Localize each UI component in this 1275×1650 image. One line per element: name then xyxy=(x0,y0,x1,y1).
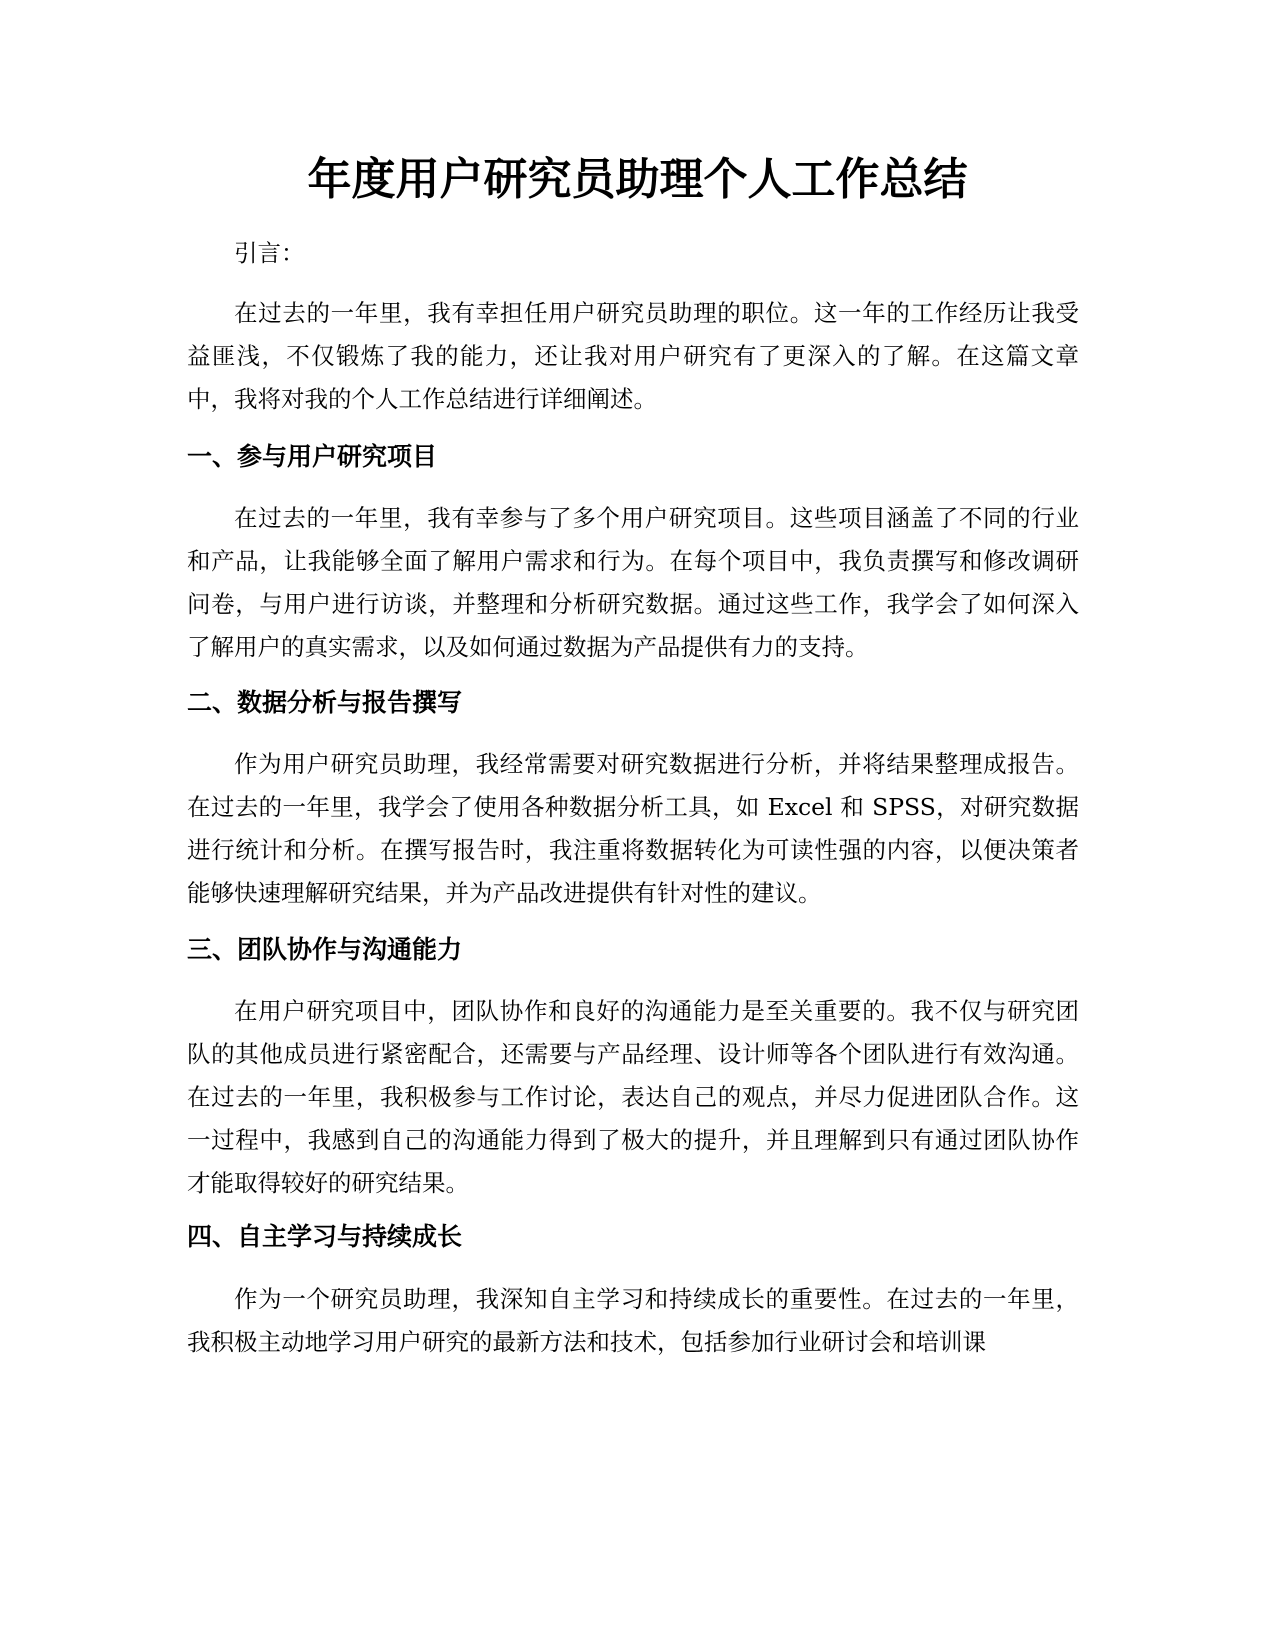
section-2-heading: 二、数据分析与报告撰写 xyxy=(187,688,463,717)
intro-label: 引言： xyxy=(234,239,305,267)
section-4-heading: 四、自主学习与持续成长 xyxy=(187,1222,463,1251)
section-3-paragraph: 在用户研究项目中，团队协作和良好的沟通能力是至关重要的。我不仅与研究团队的其他成员进行紧密配合，还需要与产品经理、设计师等各个团队进行有效沟通。在过去的一年里，我积极参与工作讨论，表达自己的观点，并尽力促进团队合作。这一过程中，我感到自己的沟通能力得到了极大的提升，并且理解到只有通过团队协作才能取得较好的研究结果。 xyxy=(187,997,1079,1197)
section-1-heading: 一、参与用户研究项目 xyxy=(187,442,438,471)
section-4-paragraph: 作为一个研究员助理，我深知自主学习和持续成长的重要性。在过去的一年里，我积极主动地学习用户研究的最新方法和技术，包括参加行业研讨会和培训课 xyxy=(187,1285,1079,1356)
document-title: 年度用户研究员助理个人工作总结 xyxy=(307,154,968,205)
section-1-paragraph: 在过去的一年里，我有幸参与了多个用户研究项目。这些项目涵盖了不同的行业和产品，让我能够全面了解用户需求和行为。在每个项目中，我负责撰写和修改调研问卷，与用户进行访谈，并整理和分析研究数据。通过这些工作，我学会了如何深入了解用户的真实需求，以及如何通过数据为产品提供有力的支持。 xyxy=(187,504,1079,661)
section-2-paragraph: 作为用户研究员助理，我经常需要对研究数据进行分析，并将结果整理成报告。在过去的一年里，我学会了使用各种数据分析工具，如 Excel 和 SPSS，对研究数据进行统计和分析。在撰写报告时，我注重将数据转化为可读性强的内容，以便决策者能够快速理解研究结果，并为产品改进提供有针对性的建议。 xyxy=(187,750,1079,907)
section-3-heading: 三、团队协作与沟通能力 xyxy=(187,935,463,964)
intro-paragraph: 在过去的一年里，我有幸担任用户研究员助理的职位。这一年的工作经历让我受益匪浅，不仅锻炼了我的能力，还让我对用户研究有了更深入的了解。在这篇文章中，我将对我的个人工作总结进行详细阐述。 xyxy=(187,299,1079,413)
